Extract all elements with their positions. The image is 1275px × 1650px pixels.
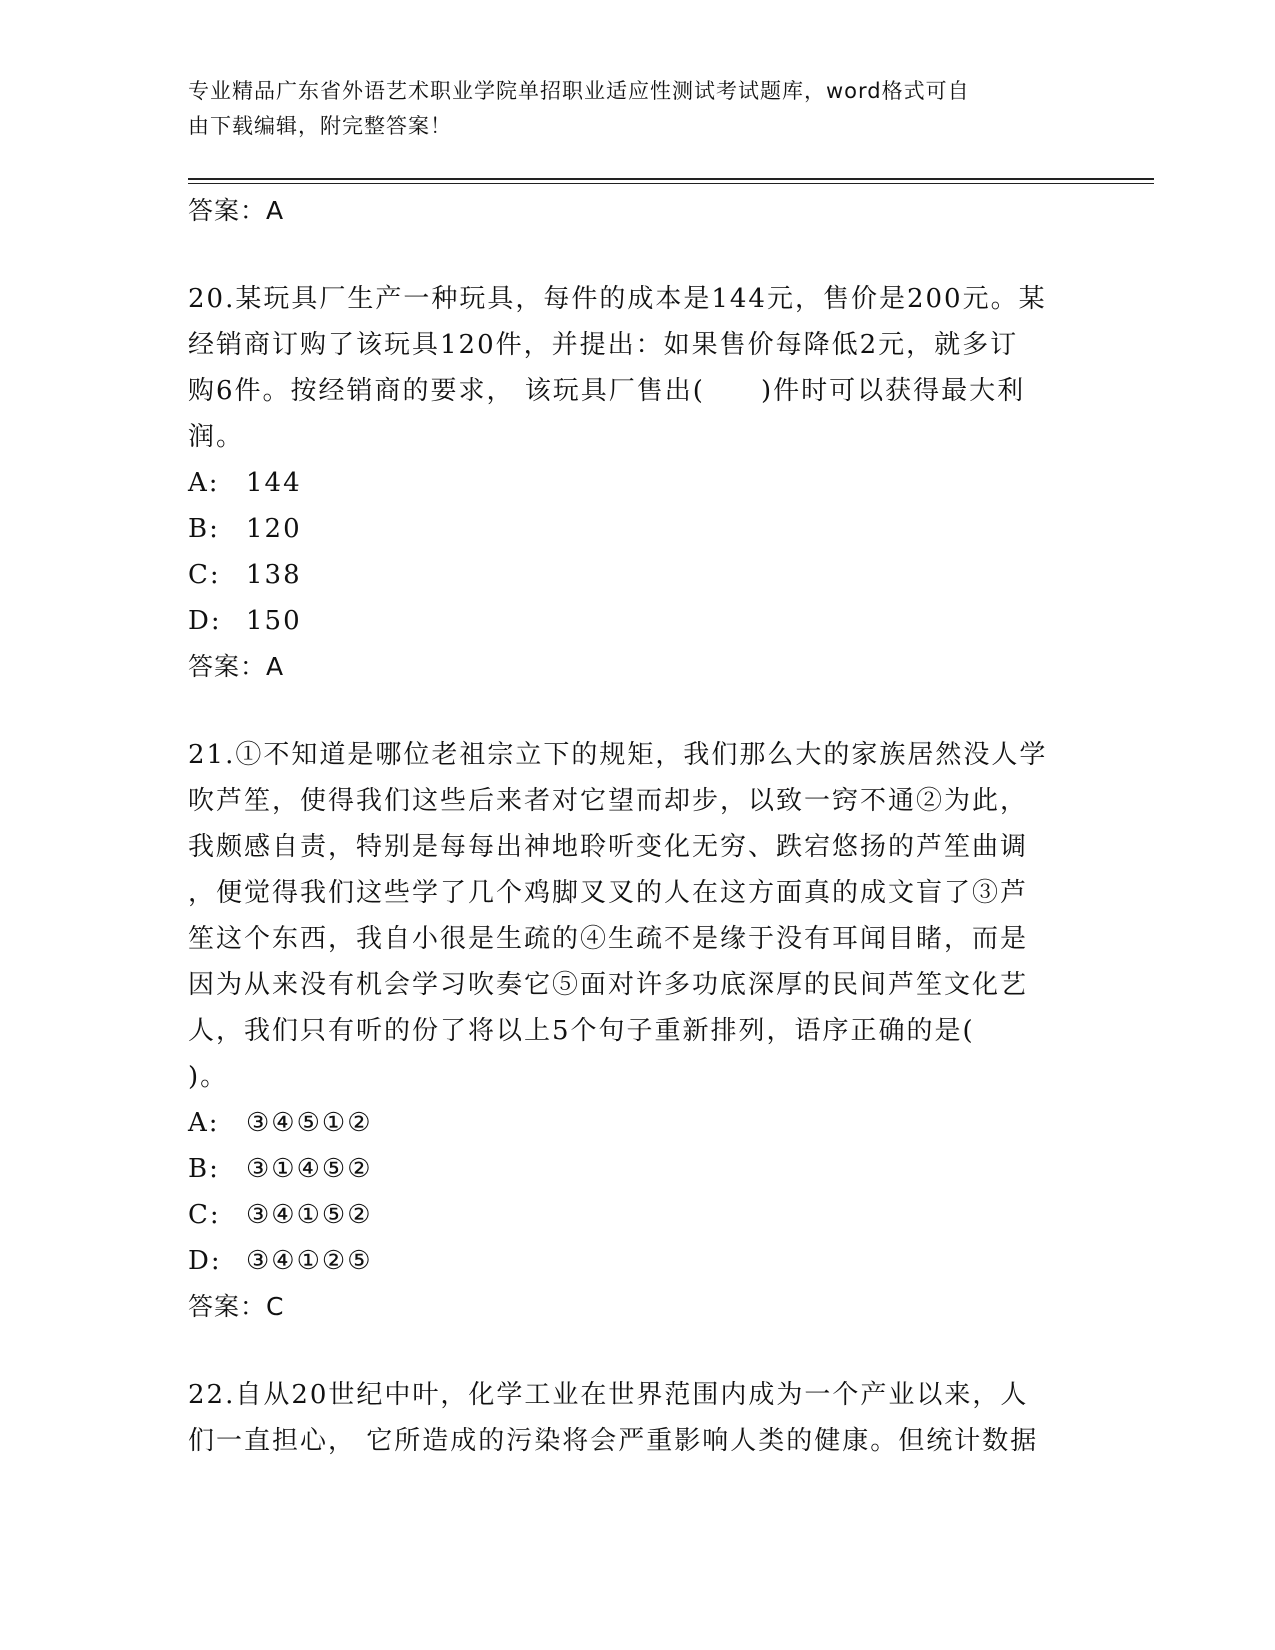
option-a: [188, 1100, 1078, 1146]
stem-line: 经销商订购了该玩具120件，并提出：如果售价每降低2元，就多订: [188, 330, 1019, 360]
stem-line: 购6件。按经销商的要求， 该玩具厂售出( )件时可以获得最大利: [188, 376, 1026, 406]
option-a: [188, 460, 1078, 506]
option-key: D:: [188, 606, 222, 636]
option-text: 144: [246, 468, 302, 498]
stem-line: )。: [188, 1062, 229, 1092]
stem-line: 因为从来没有机会学习吹奏它⑤面对许多功底深厚的民间芦笙文化艺: [188, 970, 1029, 1000]
previous-answer: 答案：A: [188, 196, 285, 225]
option-d: [188, 1238, 1078, 1284]
option-d: [188, 598, 1078, 644]
stem-line: ，便觉得我们这些学了几个鸡脚叉叉的人在这方面真的成文盲了③芦: [188, 878, 1029, 908]
question-21: [188, 732, 1078, 1330]
option-key: C:: [188, 560, 221, 590]
stem-line: 们一直担心， 它所造成的污染将会严重影响人类的健康。但统计数据: [188, 1426, 1039, 1456]
stem-line: 我颇感自责，特别是每每出神地聆听变化无穷、跌宕悠扬的芦笙曲调: [188, 832, 1029, 862]
option-c: [188, 1192, 1078, 1238]
question-stem: [188, 1372, 1078, 1464]
option-text: ③④①⑤②: [246, 1200, 373, 1230]
stem-line: 笙这个东西，我自小很是生疏的④生疏不是缘于没有耳闻目睹，而是: [188, 924, 1029, 954]
option-text: ③④⑤①②: [246, 1108, 373, 1138]
stem-line: 润。: [188, 422, 245, 452]
stem-line: 人，我们只有听的份了将以上5个句子重新排列，语序正确的是(: [188, 1016, 975, 1046]
option-text: 120: [246, 514, 302, 544]
option-text: ③④①②⑤: [246, 1246, 373, 1276]
option-text: ③①④⑤②: [246, 1154, 373, 1184]
option-key: B:: [188, 1154, 220, 1184]
header-rule-thick: [188, 178, 1154, 180]
header-line-2: 由下载编辑，附完整答案！: [188, 114, 452, 138]
header-line-1: 专业精品广东省外语艺术职业学院单招职业适应性测试考试题库，word格式可自: [188, 79, 970, 103]
option-b: [188, 1146, 1078, 1192]
question-stem: [188, 276, 1078, 460]
option-key: A:: [188, 468, 220, 498]
option-c: [188, 552, 1078, 598]
question-22: [188, 1372, 1078, 1464]
answer: 答案：A: [188, 652, 285, 681]
option-key: C:: [188, 1200, 221, 1230]
option-text: 138: [246, 560, 302, 590]
answer: 答案：C: [188, 1292, 285, 1321]
option-key: D:: [188, 1246, 222, 1276]
page-header: [188, 74, 1068, 144]
question-stem: [188, 732, 1078, 1100]
stem-line: 20.某玩具厂生产一种玩具，每件的成本是144元，售价是200元。某: [188, 284, 1047, 314]
stem-line: 22.自从20世纪中叶，化学工业在世界范围内成为一个产业以来，人: [188, 1380, 1029, 1410]
header-rule-thin: [188, 183, 1154, 184]
stem-line: 21.①不知道是哪位老祖宗立下的规矩，我们那么大的家族居然没人学: [188, 740, 1048, 770]
question-20: [188, 276, 1078, 690]
option-b: [188, 506, 1078, 552]
option-key: B:: [188, 514, 220, 544]
stem-line: 吹芦笙，使得我们这些后来者对它望而却步，以致一窍不通②为此，: [188, 786, 1029, 816]
option-text: 150: [246, 606, 302, 636]
question-content: [188, 188, 1078, 1464]
option-key: A:: [188, 1108, 220, 1138]
